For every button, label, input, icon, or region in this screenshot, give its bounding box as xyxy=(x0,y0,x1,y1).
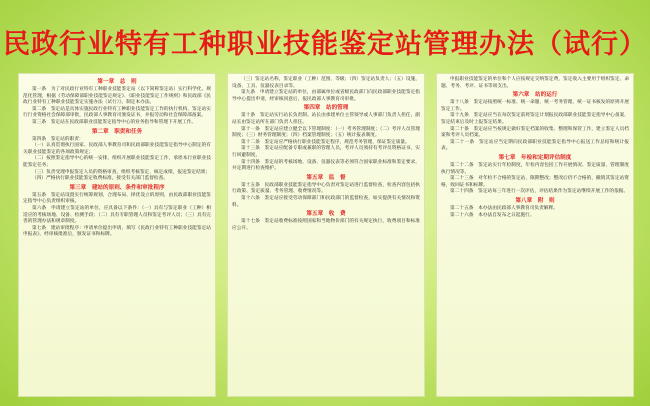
chapter-heading: 第八章 附 则 xyxy=(515,197,555,204)
article-paragraph: 第九条 申请建立鉴定站的单位，由部属单位或省级民政部门向民政部职业技能鉴定指导中心提出申请，经审核同意后，报民政部人事教育司审批。 xyxy=(232,90,420,102)
article-paragraph: 第二条 鉴定站是具体实施民政行业特有工种职业技能鉴定工作的执行机构，鉴定站实行行业资格社会保障部审批，民政部人事教育司颁发证书，并报劳动和社会保障部备案。 xyxy=(23,106,211,119)
chapter-heading: 第三章 建站的原则、条件和审批程序 xyxy=(69,184,165,191)
article-paragraph: 第十八条 鉴定站按照统一标准、统一命题、统一考务管理、统一证书核发的原则开展鉴定工作。 xyxy=(441,100,629,112)
chapter-heading: 第二章 职责和任务 xyxy=(91,128,143,135)
chapter-heading: 第四章 站的管理 xyxy=(303,105,349,112)
article-paragraph: 第十五条 民政部职业技能鉴定指导中心负责对鉴定站进行监督检查，检查内容包括执行政策、鉴定质量、考务管理、收费情况等。 xyxy=(232,182,420,195)
article-paragraph: （二）按照鉴定指导中心的统一安排，组织开展职业技能鉴定工作，承担本行业职业技能鉴定任务； xyxy=(23,156,211,168)
article-paragraph: （三）负责受理申报鉴定人员的资格审查，组织考核鉴定，核定成绩，报送鉴定结果； xyxy=(32,169,211,175)
chapter-heading: 第五章 收 费 xyxy=(306,211,346,218)
article-paragraph: 第二十五条 本办法由民政部人事教育司负责解释。 xyxy=(450,205,558,211)
article-paragraph: （一）认真贯彻执行国家、民政部人事教育司和民政部职业技能鉴定指导中心制定的有关职业技能鉴定的各项政策规定； xyxy=(23,143,211,155)
article-paragraph: 第六条 申请建立鉴定站的单位，应具备以下条件：（一）具有与鉴定职业（工种）相适应的考核场地、设备、检测手段；（二）具有专职管理人员和鉴定考评人员；（三）具有完善的管理办法和规章制度。 xyxy=(23,205,211,225)
article-paragraph: 第十二条 鉴定站应严格执行职业技能鉴定程序，规范考务管理，保证鉴定质量。 xyxy=(241,139,410,145)
article-paragraph: 第七条 建站审批程序：申请单位提出申请，填写《民政行业特有工种职业技能鉴定站申报表》，经审核批准后，颁发证书和标牌。 xyxy=(23,225,211,238)
text-column-2 xyxy=(227,73,425,397)
chapter-heading: 第六章 站的运行 xyxy=(512,92,558,99)
article-paragraph: 第三条 鉴定站在民政部职业技能鉴定指导中心的业务指导和管理下开展工作。 xyxy=(32,119,197,125)
text-column-1 xyxy=(18,73,216,397)
article-paragraph: 第十条 鉴定站实行站长负责制。站长由承建单位主管领导或人事部门负责人担任，副站长由鉴定站所在部门负责人担任。 xyxy=(232,113,420,125)
article-paragraph: 第二十一条 鉴定站应当定期向民政部职业技能鉴定指导中心报送工作总结和统计报表。 xyxy=(441,139,629,152)
text-column-3 xyxy=(436,73,634,397)
article-paragraph: 第一条 为了对民政行业特有工种职业技能鉴定站（以下简称鉴定站）实行科学化、规范化管理，根据《劳动保障部职业技能鉴定规定》、《职业技能鉴定工作规则》和民政部《民政行业特有工种职业技能鉴定实施办法（试行）》，制定本办法。 xyxy=(23,87,211,106)
page-title: 民政行业特有工种职业技能鉴定站管理办法（试行） xyxy=(3,29,647,60)
article-paragraph: 第二十三条 对年检不合格的鉴定站，限期整改；整改后仍不合格的，撤销其鉴定站资格，收回证书和标牌。 xyxy=(441,176,629,188)
article-paragraph: 第二十四条 鉴定站每三年进行一次评估，评估结果作为鉴定站继续开展工作的依据。 xyxy=(450,189,629,195)
article-paragraph: 第二十二条 鉴定站实行年检制度，年检内容包括工作开展情况、鉴定质量、管理制度执行情况等。 xyxy=(441,162,629,175)
article-paragraph: 第四条 鉴定站的职责： xyxy=(32,136,84,142)
article-paragraph: 第十六条 鉴定站应接受劳动保障部门和民政部门的监督检查，如实提供有关情况和资料。 xyxy=(232,195,420,208)
article-paragraph: （四）严格执行职业技能鉴定收费标准，接受有关部门监督检查。 xyxy=(32,176,168,182)
article-paragraph: 申报职业技能鉴定的单位和个人应按规定交纳鉴定费，鉴定收入主要用于组织鉴定、命题、考务、考评、证书等项支出。 xyxy=(441,77,629,89)
article-paragraph: 第十九条 鉴定站应当在每次鉴定前将鉴定计划报民政部职业技能鉴定指导中心备案，鉴定结束后及时上报鉴定结果。 xyxy=(441,113,629,125)
article-paragraph: 第十一条 鉴定站应建立健全以下管理制度：（一）考务管理制度；（二）考评人员管理制度；（三）财务管理制度；（四）档案管理制度；（五）统计报表制度。 xyxy=(232,126,420,139)
article-paragraph: （三）鉴定站名称，鉴定职业（工种）范围、等级；（四）鉴定站负责人；（五）设施、设备、工具、仪器仪表目录等。 xyxy=(232,77,420,89)
chapter-heading: 第一章 总 则 xyxy=(97,79,137,85)
article-paragraph: 第二十条 鉴定站应当按规定做好鉴定档案的收集、整理和保管工作，建立鉴定人员档案和考评人员档案。 xyxy=(441,126,629,139)
chapter-heading: 第七章 年检和定期评估制度 xyxy=(498,154,572,161)
article-paragraph: 第十三条 鉴定站应配备专职或兼职的管理人员，考评人员须持有考评员资格证书，实行回避制度。 xyxy=(232,146,420,158)
chapter-heading: 第五章 监 督 xyxy=(306,174,346,181)
article-paragraph: 第五条 鉴定站设置实行统筹规划、合理布局、择优设立的原则，由民政部职业技能鉴定指导中心负责组织审核。 xyxy=(23,192,211,205)
article-paragraph: 第十七条 鉴定站收费标准按照国家和当地物价部门的有关规定执行，收费项目和标准应公开。 xyxy=(232,219,420,231)
article-paragraph: 第十四条 鉴定站的考核场地、设备、仪器仪表等必须符合国家职业标准和鉴定要求，并定期进行检查维护。 xyxy=(232,159,420,172)
article-paragraph: 第二十六条 本办法自发布之日起施行。 xyxy=(450,212,535,218)
